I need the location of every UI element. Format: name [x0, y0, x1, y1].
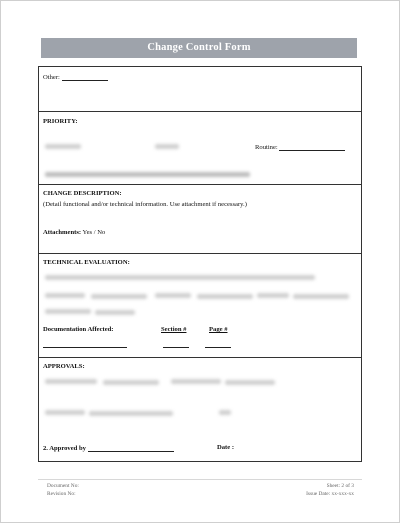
redacted-date-required: [45, 172, 250, 177]
approvals-heading: APPROVALS:: [43, 363, 85, 370]
form-box: [38, 66, 362, 462]
redacted-date-1: [219, 410, 231, 415]
redacted-assigned: [257, 293, 289, 298]
section-technical-evaluation: [39, 254, 361, 358]
change-description-heading: CHANGE DESCRIPTION:: [43, 190, 122, 197]
routine-input-line[interactable]: [279, 143, 345, 151]
other-field[interactable]: [43, 73, 108, 81]
routine-label: Routine:: [255, 144, 278, 151]
approved-by-label: 2. Approved by: [43, 445, 86, 452]
section-number-header: Section #: [161, 326, 187, 333]
footer-document-no: Document No:: [47, 483, 79, 489]
attachments-field[interactable]: [43, 229, 105, 236]
change-description-instruction: (Detail functional and/or technical information. Use attachment if necessary.): [43, 201, 247, 208]
redacted-bar-evaluation: [155, 293, 191, 298]
section-other: [39, 67, 361, 112]
other-label: Other:: [43, 74, 60, 81]
section-priority: [39, 112, 361, 185]
section-approvals: [39, 358, 361, 463]
redacted-emergency-option: [45, 144, 81, 149]
redacted-change-approved-2-line: [225, 380, 275, 385]
section-change-description: [39, 185, 361, 254]
redacted-bar-line: [197, 294, 253, 299]
footer-divider: [38, 479, 362, 480]
page-number-header: Page #: [209, 326, 228, 333]
technical-evaluation-heading: TECHNICAL EVALUATION:: [43, 259, 130, 266]
footer-sheet: Sheet: 2 of 3: [326, 483, 354, 489]
approval-date-label: Date :: [217, 444, 235, 451]
redacted-reviewed-by: [45, 293, 85, 298]
redacted-change-approved-line: [103, 380, 159, 385]
routine-field[interactable]: [255, 143, 345, 151]
redacted-reviewed-by-1-line: [89, 411, 173, 416]
form-title: Change Control Form: [41, 38, 357, 58]
attachments-label: Attachments:: [43, 229, 82, 236]
redacted-evaluation-line: [45, 275, 315, 280]
redacted-change-approved: [45, 379, 97, 384]
page-line[interactable]: [205, 347, 231, 348]
priority-heading: PRIORITY:: [43, 118, 78, 125]
other-input-line[interactable]: [62, 73, 108, 81]
approved-by-line[interactable]: [88, 444, 174, 452]
footer-revision-no: Revision No:: [47, 491, 76, 497]
section-line[interactable]: [163, 347, 189, 348]
approved-by-field[interactable]: [43, 444, 174, 452]
redacted-reviewed-line: [91, 294, 147, 299]
footer-issue-date: Issue Date: xx-xxx-xx: [306, 491, 354, 497]
redacted-risk-category: [45, 309, 91, 314]
redacted-risk-line: [95, 310, 135, 315]
redacted-change-approved-2: [171, 379, 221, 384]
attachments-value[interactable]: Yes / No: [82, 229, 106, 236]
documentation-affected-label: Documentation Affected:: [43, 326, 114, 333]
redacted-reviewed-by-1: [45, 410, 85, 415]
redacted-urgent-option: [155, 144, 179, 149]
documentation-line[interactable]: [43, 347, 127, 348]
redacted-assigned-line: [293, 294, 349, 299]
